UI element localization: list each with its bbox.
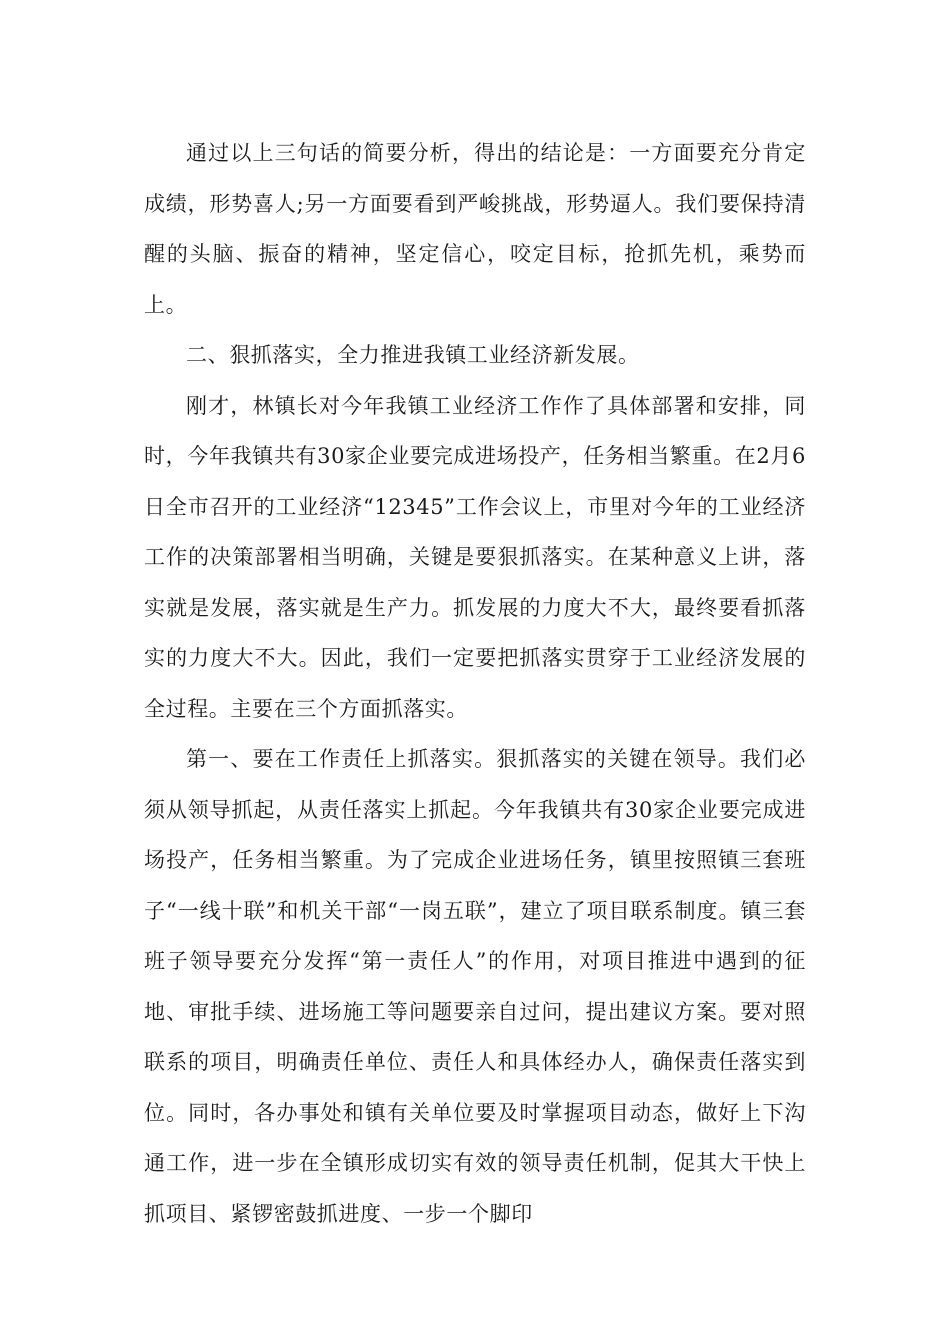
paragraph-conclusion: 通过以上三句话的简要分析，得出的结论是：一方面要充分肯定成绩，形势喜人;另一方面要看到严峻挑战，形势逼人。我们要保持清醒的头脑、振奋的精神，坚定信心，咬定目标，抢抓先机，乘势而上。 (144, 141, 806, 317)
document-body (144, 128, 806, 1239)
paragraph-responsibility: 第一、要在工作责任上抓落实。狠抓落实的关键在领导。我们必须从领导抓起，从责任落实上抓起。今年我镇共有30家企业要完成进场投产，任务相当繁重。为了完成企业进场任务，镇里按照镇三套班子“一线十联”和机关干部“一岗五联”，建立了项目联系制度。镇三套班子领导要充分发挥“第一责任人”的作用，对项目推进中遇到的征地、审批手续、进场施工等问题要亲自过问，提出建议方案。要对照联系的项目，明确责任单位、责任人和具体经办人，确保责任落实到位。同时，各办事处和镇有关单位要及时掌握项目动态，做好上下沟通工作，进一步在全镇形成切实有效的领导责任机制，促其大干快上抓项目、紧锣密鼓抓进度、一步一个脚印 (144, 747, 806, 1226)
paragraph-deployment: 刚才，林镇长对今年我镇工业经济工作作了具体部署和安排，同时，今年我镇共有30家企业要完成进场投产，任务相当繁重。在2月6日全市召开的工业经济“12345”工作会议上，市里对今年的工业经济工作的决策部署相当明确，关键是要狠抓落实。在某种意义上讲，落实就是发展，落实就是生产力。抓发展的力度大不大，最终要看抓落实的力度大不大。因此，我们一定要把抓落实贯穿于工业经济发展的全过程。主要在三个方面抓落实。 (144, 393, 806, 721)
section-heading-two: 二、狠抓落实，全力推进我镇工业经济新发展。 (186, 343, 640, 367)
